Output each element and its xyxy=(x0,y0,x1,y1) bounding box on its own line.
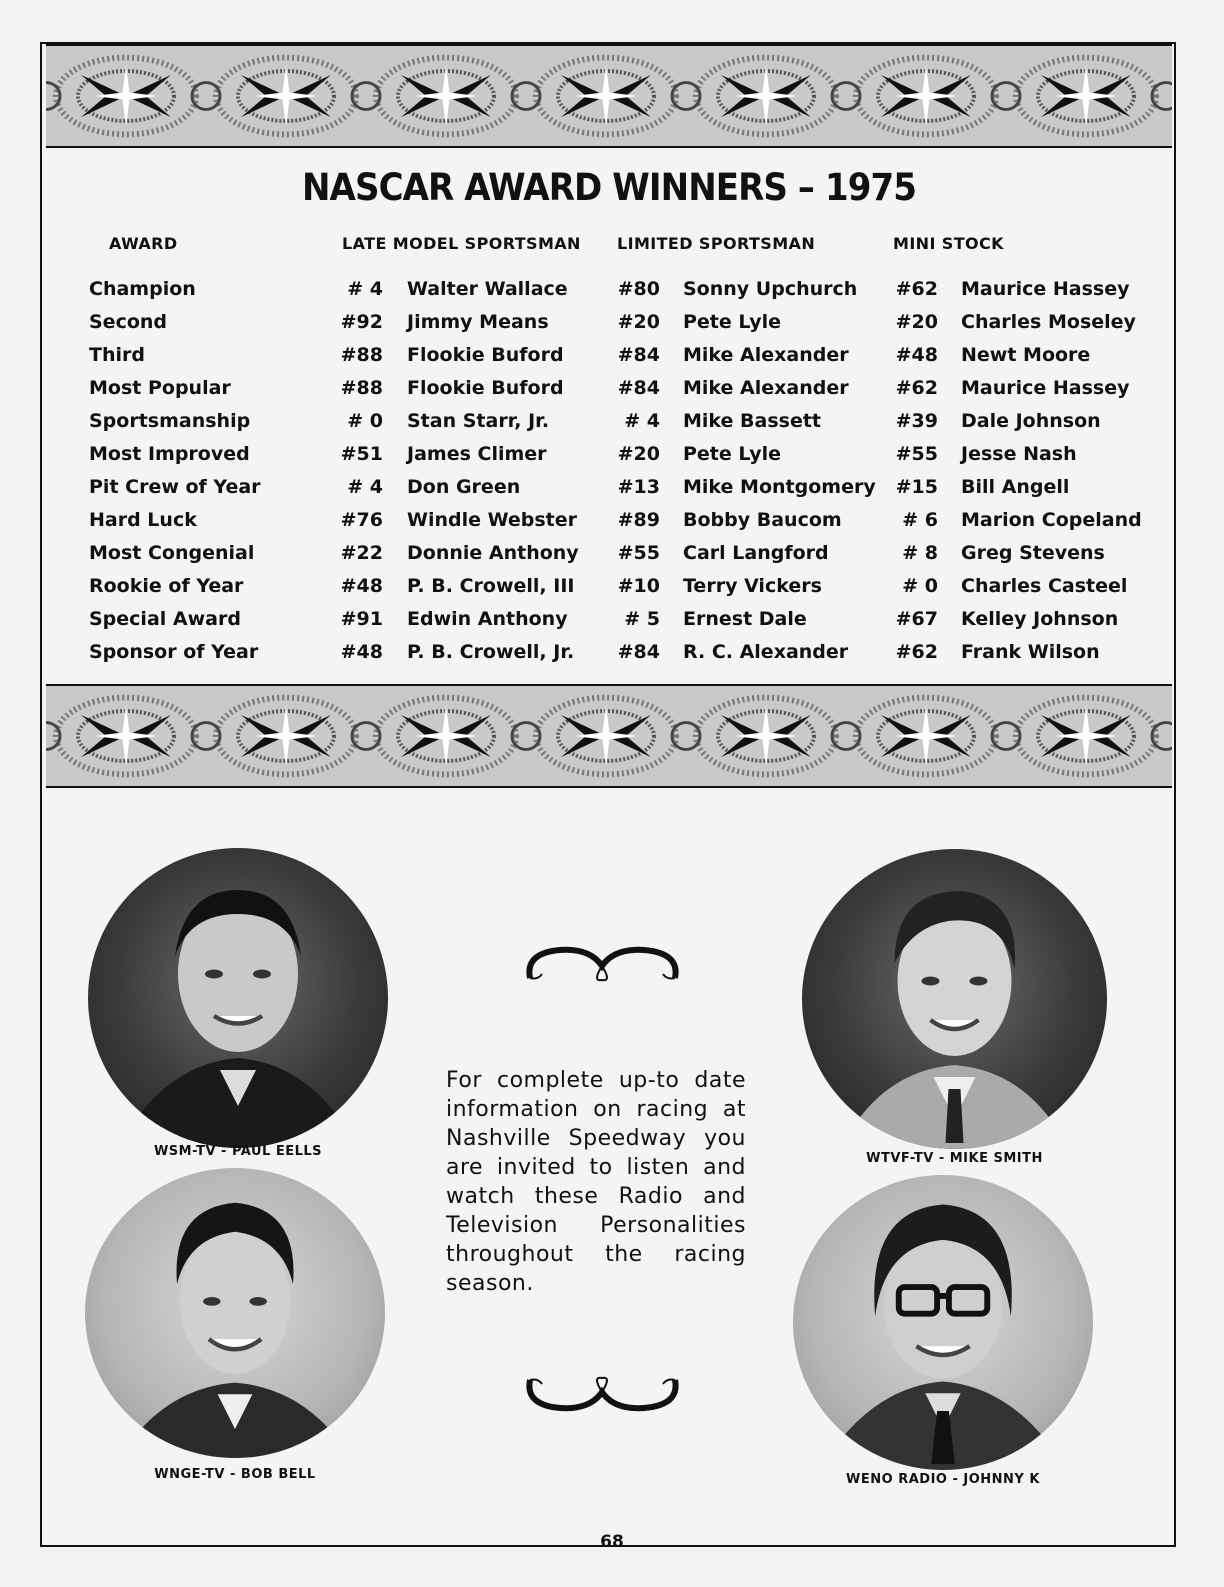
cell-ls-name: Pete Lyle xyxy=(683,311,781,333)
cell-award: Pit Crew of Year xyxy=(89,476,261,498)
header-award: AWARD xyxy=(109,234,178,253)
cell-lm-num: #91 xyxy=(340,608,383,630)
cell-lm-name: James Climer xyxy=(407,443,547,465)
cell-lm-name: Jimmy Means xyxy=(407,311,549,333)
cell-lm-name: P. B. Crowell, Jr. xyxy=(407,641,575,663)
page-number: 68 xyxy=(600,1532,624,1552)
cell-ls-name: R. C. Alexander xyxy=(683,641,849,663)
cell-ls-num: #20 xyxy=(617,443,660,465)
cell-lm-num: #51 xyxy=(340,443,383,465)
cell-lm-name: P. B. Crowell, III xyxy=(407,575,575,597)
table-row xyxy=(0,608,1224,641)
cell-lm-num: #88 xyxy=(340,344,383,366)
cell-award: Second xyxy=(89,311,168,333)
decorative-band-bottom xyxy=(46,684,1172,788)
cell-lm-num: # 4 xyxy=(347,476,383,498)
cell-ls-name: Pete Lyle xyxy=(683,443,781,465)
cell-ls-name: Sonny Upchurch xyxy=(683,278,858,300)
cell-ms-name: Frank Wilson xyxy=(961,641,1100,663)
cell-ls-name: Mike Alexander xyxy=(683,344,849,366)
cell-award: Third xyxy=(89,344,145,366)
cell-award: Most Popular xyxy=(89,377,231,399)
cell-lm-name: Flookie Buford xyxy=(407,344,564,366)
table-row xyxy=(0,509,1224,542)
cell-award: Most Improved xyxy=(89,443,250,465)
cell-lm-num: #48 xyxy=(340,575,383,597)
photo-paul-eells xyxy=(88,848,388,1148)
cell-lm-name: Windle Webster xyxy=(407,509,578,531)
cell-lm-name: Flookie Buford xyxy=(407,377,564,399)
cell-award: Rookie of Year xyxy=(89,575,244,597)
cell-ls-name: Carl Langford xyxy=(683,542,829,564)
cell-ms-name: Dale Johnson xyxy=(961,410,1101,432)
cell-ms-num: #55 xyxy=(895,443,938,465)
cell-ls-name: Terry Vickers xyxy=(683,575,822,597)
caption-johnny-k: WENO RADIO - JOHNNY K xyxy=(846,1472,1040,1487)
cell-ls-num: #84 xyxy=(617,344,660,366)
cell-award: Sponsor of Year xyxy=(89,641,259,663)
cell-ms-num: #15 xyxy=(895,476,938,498)
cell-ms-num: #62 xyxy=(895,278,938,300)
decorative-band-top xyxy=(46,44,1172,148)
cell-lm-num: #76 xyxy=(340,509,383,531)
cell-lm-name: Stan Starr, Jr. xyxy=(407,410,550,432)
cell-ls-name: Mike Alexander xyxy=(683,377,849,399)
cell-ms-name: Jesse Nash xyxy=(961,443,1077,465)
cell-ms-name: Maurice Hassey xyxy=(961,278,1130,300)
cell-lm-num: # 4 xyxy=(347,278,383,300)
cell-ms-name: Marion Copeland xyxy=(961,509,1142,531)
table-row xyxy=(0,278,1224,311)
cell-ls-num: #84 xyxy=(617,641,660,663)
cell-ls-name: Mike Montgomery xyxy=(683,476,876,498)
cell-ms-num: #20 xyxy=(895,311,938,333)
cell-ls-name: Ernest Dale xyxy=(683,608,807,630)
caption-paul-eells: WSM-TV - PAUL EELLS xyxy=(153,1144,323,1159)
cell-ls-num: # 5 xyxy=(624,608,660,630)
cell-ms-num: #39 xyxy=(895,410,938,432)
cell-ms-name: Kelley Johnson xyxy=(961,608,1119,630)
cell-award: Special Award xyxy=(89,608,241,630)
photo-johnny-k xyxy=(793,1175,1093,1470)
cell-ls-num: #10 xyxy=(617,575,660,597)
cell-award: Champion xyxy=(89,278,196,300)
page-title: NASCAR AWARD WINNERS – 1975 xyxy=(301,166,917,209)
cell-ls-name: Mike Bassett xyxy=(683,410,822,432)
awards-table xyxy=(0,278,1224,674)
table-row xyxy=(0,311,1224,344)
cell-lm-name: Don Green xyxy=(407,476,521,498)
cell-ms-name: Bill Angell xyxy=(961,476,1070,498)
table-row xyxy=(0,443,1224,476)
cell-ls-num: #80 xyxy=(617,278,660,300)
cell-ms-name: Newt Moore xyxy=(961,344,1091,366)
photo-mike-smith xyxy=(802,849,1107,1149)
ornament-bottom-icon xyxy=(520,1375,685,1420)
cell-ls-name: Bobby Baucom xyxy=(683,509,842,531)
table-row xyxy=(0,377,1224,410)
cell-ms-num: # 8 xyxy=(902,542,938,564)
cell-award: Sportsmanship xyxy=(89,410,251,432)
info-paragraph: For complete up-to date information on racing at Nashville Speedway you are invited to listen and watch these Radio and Television Personalities throughout the racing season. xyxy=(446,1068,746,1296)
cell-ls-num: #89 xyxy=(617,509,660,531)
header-mini: MINI STOCK xyxy=(893,234,1004,253)
cell-ms-name: Maurice Hassey xyxy=(961,377,1130,399)
cell-lm-num: #92 xyxy=(340,311,383,333)
table-row xyxy=(0,542,1224,575)
cell-ms-num: #48 xyxy=(895,344,938,366)
table-row xyxy=(0,344,1224,377)
cell-ls-num: #13 xyxy=(617,476,660,498)
cell-ms-num: #67 xyxy=(895,608,938,630)
cell-ms-num: #62 xyxy=(895,641,938,663)
cell-ms-name: Charles Casteel xyxy=(961,575,1128,597)
header-late-model: LATE MODEL SPORTSMAN xyxy=(342,234,581,253)
cell-ms-name: Greg Stevens xyxy=(961,542,1105,564)
cell-ls-num: # 4 xyxy=(624,410,660,432)
cell-ms-num: # 6 xyxy=(902,509,938,531)
cell-award: Hard Luck xyxy=(89,509,197,531)
table-row xyxy=(0,476,1224,509)
cell-lm-num: #48 xyxy=(340,641,383,663)
cell-lm-name: Edwin Anthony xyxy=(407,608,568,630)
cell-award: Most Congenial xyxy=(89,542,255,564)
photo-bob-bell xyxy=(85,1168,385,1458)
table-row xyxy=(0,575,1224,608)
cell-ms-name: Charles Moseley xyxy=(961,311,1136,333)
cell-ls-num: #84 xyxy=(617,377,660,399)
cell-lm-name: Donnie Anthony xyxy=(407,542,579,564)
table-row xyxy=(0,410,1224,443)
cell-lm-num: #22 xyxy=(340,542,383,564)
cell-ls-num: #20 xyxy=(617,311,660,333)
table-row xyxy=(0,641,1224,674)
cell-lm-num: # 0 xyxy=(347,410,383,432)
ornament-top-icon xyxy=(520,938,685,983)
cell-lm-num: #88 xyxy=(340,377,383,399)
caption-bob-bell: WNGE-TV - BOB BELL xyxy=(154,1467,316,1482)
cell-ms-num: # 0 xyxy=(902,575,938,597)
cell-ms-num: #62 xyxy=(895,377,938,399)
cell-ls-num: #55 xyxy=(617,542,660,564)
header-limited: LIMITED SPORTSMAN xyxy=(617,234,816,253)
caption-mike-smith: WTVF-TV - MIKE SMITH xyxy=(866,1151,1043,1166)
cell-lm-name: Walter Wallace xyxy=(407,278,568,300)
